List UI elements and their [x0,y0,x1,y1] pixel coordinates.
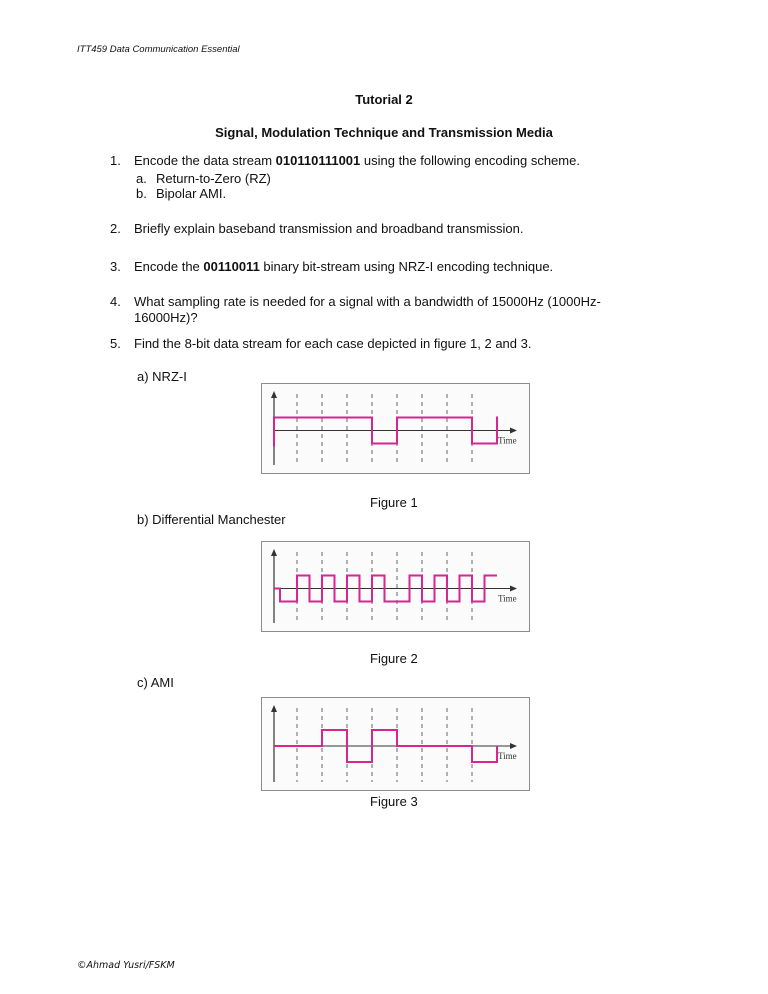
time-axis-label: Time [498,751,517,761]
figure-2-caption: Figure 2 [370,651,418,666]
y-axis-arrow [271,391,277,398]
question-1 [110,153,670,169]
question-text: Find the 8-bit data stream for each case depicted in figure 1, 2 and 3. [134,336,532,351]
document-header: ITT459 Data Communication Essential [77,44,240,55]
question-2 [110,221,670,237]
figure-3-label: c) AMI [137,675,174,690]
figure-1-caption: Figure 1 [370,495,418,510]
document-footer: ©Ahmad Yusri/FSKM [77,960,175,971]
question-4 [110,294,670,326]
question-number: 2. [110,221,121,236]
question-text: Encode the [134,259,204,274]
time-axis-label: Time [498,435,517,446]
figure-1-label: a) NRZ-I [137,369,187,384]
item-number: b. [136,186,147,201]
y-axis-arrow [271,549,277,556]
question-number: 1. [110,153,121,168]
question-text: Briefly explain baseband transmission and broadband transmission. [134,221,524,236]
question-3 [110,259,670,275]
figure-1-nrzi-diagram [261,383,530,474]
figure-2-label: b) Differential Manchester [137,512,286,527]
time-axis-label: Time [498,593,517,604]
figure-3-ami-diagram [261,697,530,791]
item-text: Return-to-Zero (RZ) [156,171,271,186]
page-subtitle: Signal, Modulation Technique and Transmission Media [215,125,553,140]
question-text-continued: 16000Hz)? [134,310,198,325]
time-axis-arrow [510,586,517,592]
question-1-item-b [136,186,226,202]
question-text: using the following encoding scheme. [360,153,580,168]
question-5 [110,336,670,352]
signal-waveform [274,417,497,447]
page-title: Tutorial 2 [355,92,413,107]
question-number: 4. [110,294,121,309]
question-number: 3. [110,259,121,274]
figure-3-caption: Figure 3 [370,794,418,809]
question-1-item-a [136,171,271,187]
item-text: Bipolar AMI. [156,186,227,201]
time-axis-arrow [510,428,517,434]
question-text: binary bit-stream using NRZ-I encoding technique. [259,259,554,274]
bit-stream: 010110111001 [275,153,361,168]
figure-2-differential-manchester-diagram [261,541,530,632]
question-text: Encode the data stream [134,153,276,168]
y-axis-arrow [271,705,277,712]
time-axis-arrow [510,743,517,749]
question-number: 5. [110,336,121,351]
item-number: a. [136,171,147,186]
bit-stream: 00110011 [203,259,260,274]
question-text: What sampling rate is needed for a signal with a bandwidth of 15000Hz (1000Hz- [134,294,601,309]
